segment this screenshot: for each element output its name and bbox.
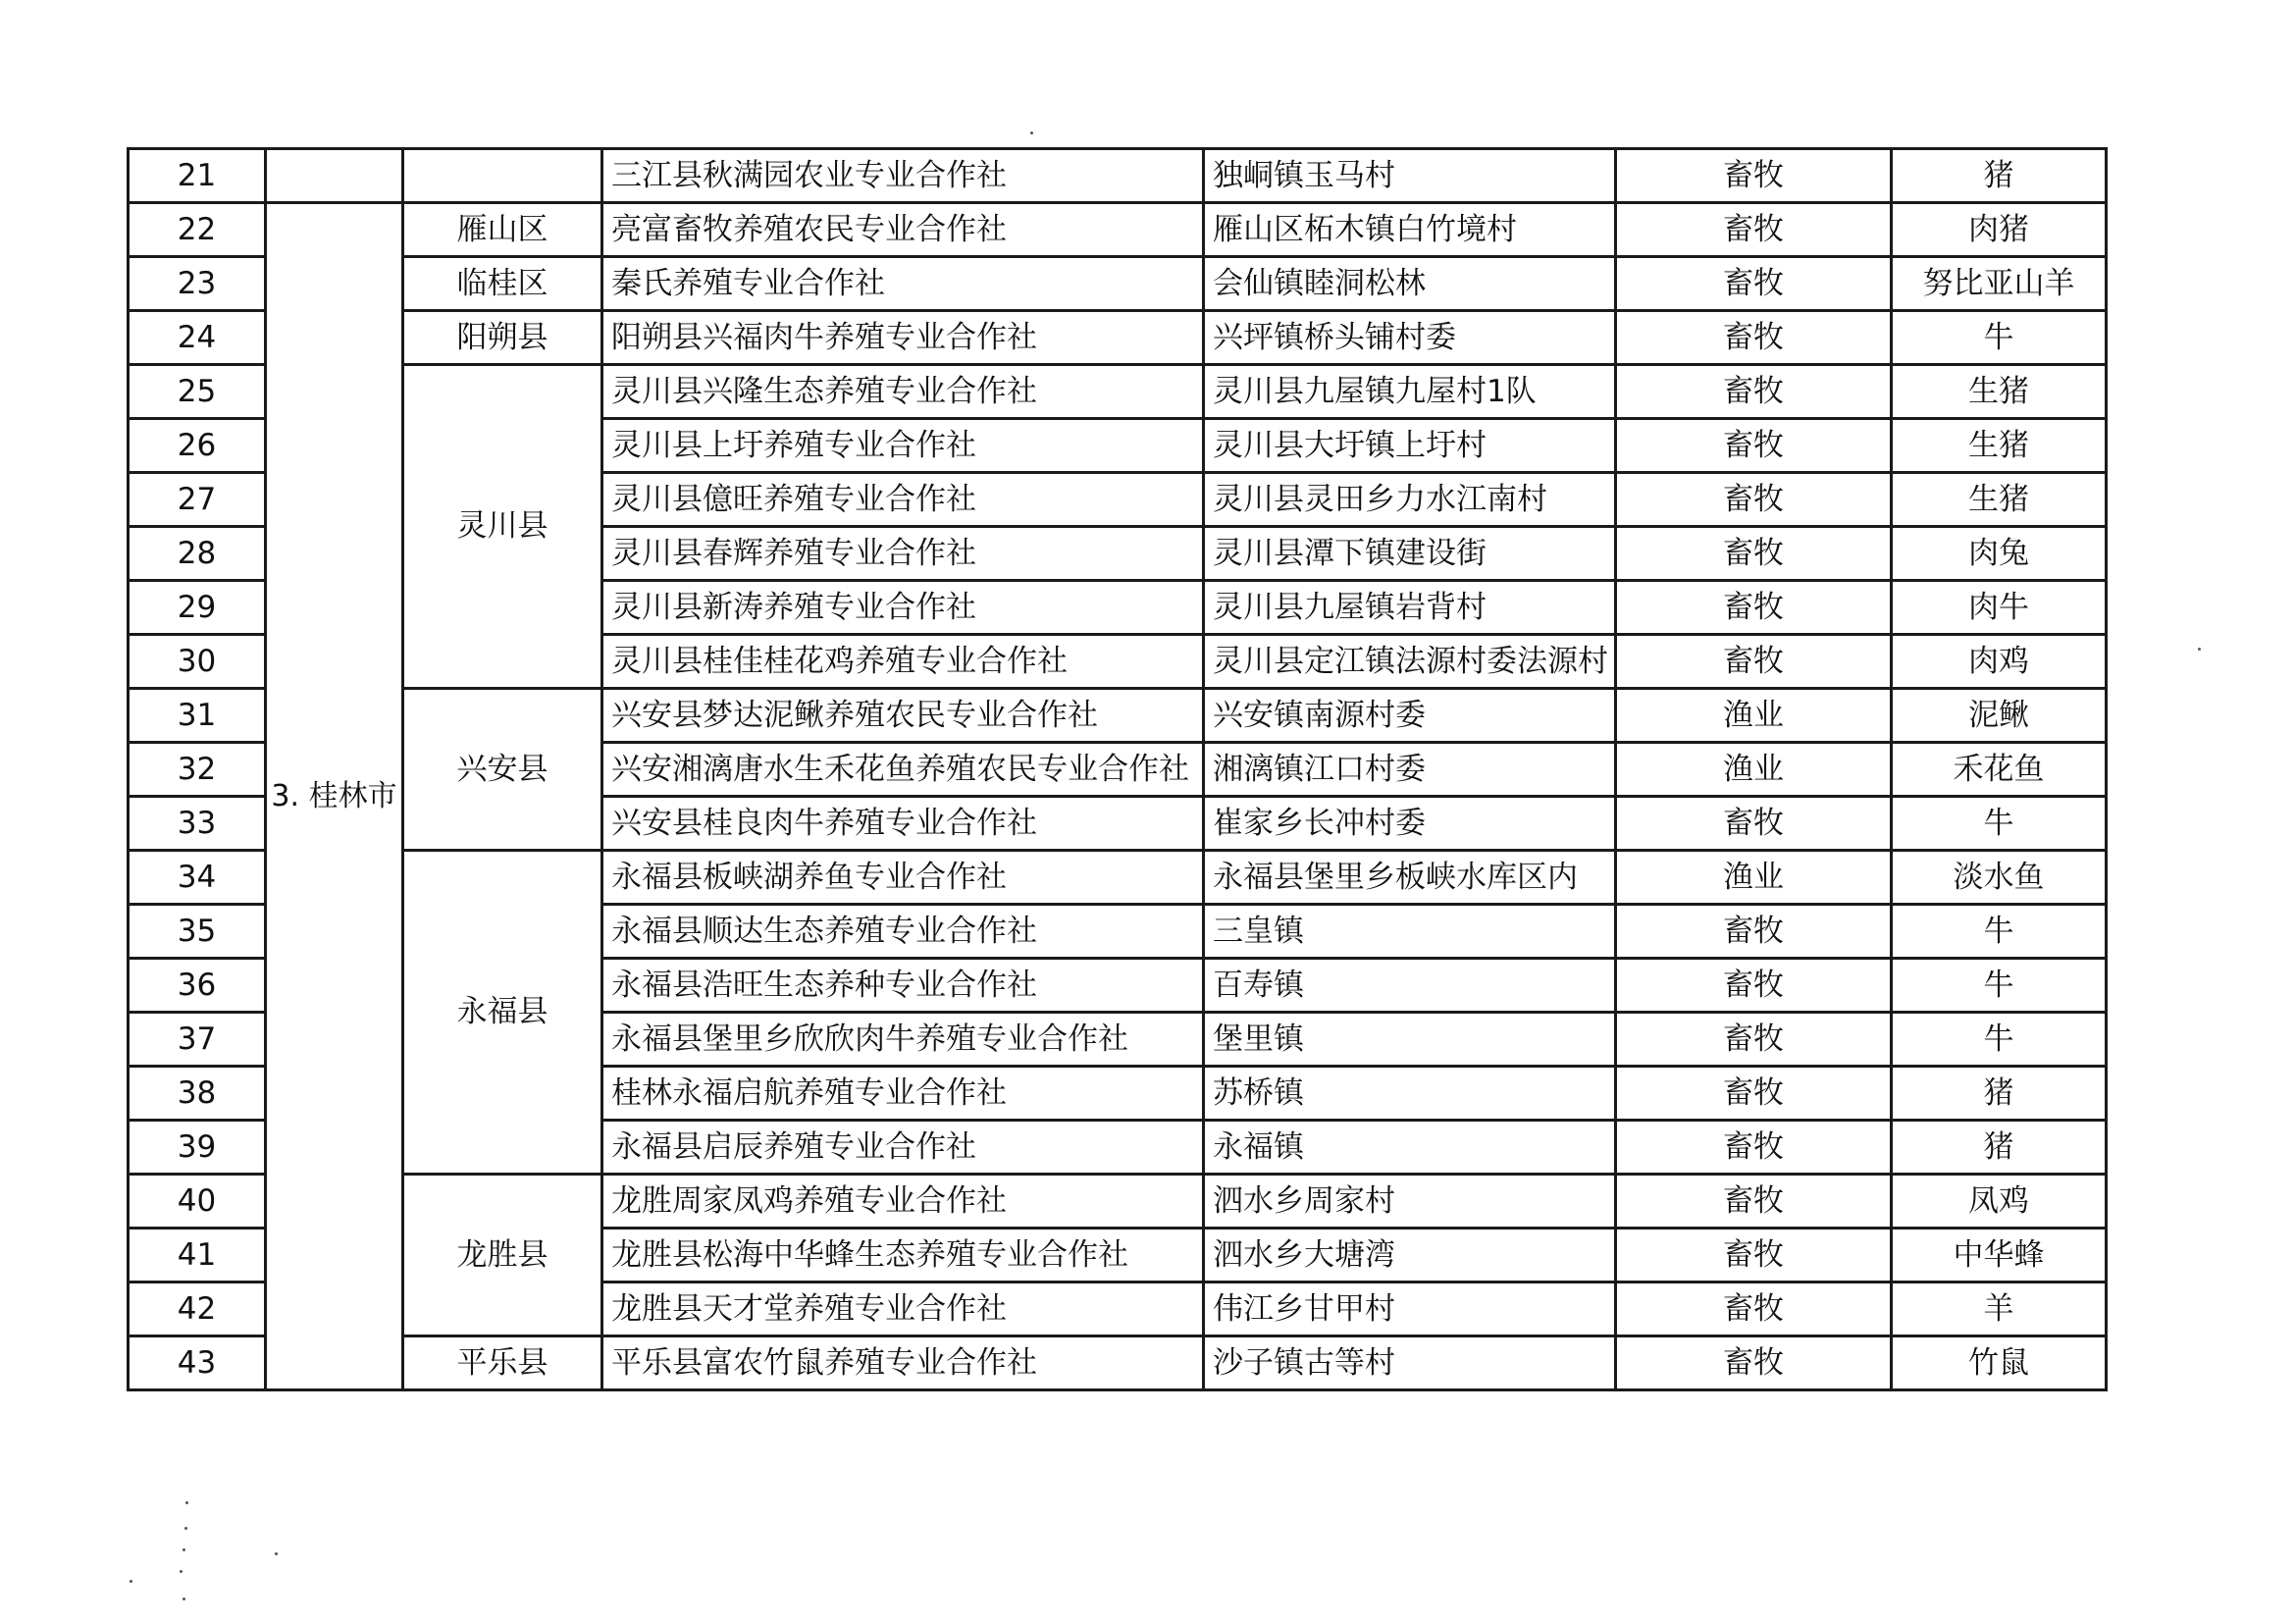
city-cell: 3. 桂林市 xyxy=(266,203,403,1390)
table-row xyxy=(129,203,2107,257)
row-number: 38 xyxy=(129,1067,266,1121)
product-cell: 生猪 xyxy=(1892,473,2107,527)
address-cell: 灵川县九屋镇岩背村 xyxy=(1204,581,1616,635)
product-cell: 牛 xyxy=(1892,797,2107,851)
address-cell: 独峒镇玉马村 xyxy=(1204,149,1616,203)
product-cell: 猪 xyxy=(1892,1121,2107,1175)
address-cell: 永福镇 xyxy=(1204,1121,1616,1175)
address-cell: 堡里镇 xyxy=(1204,1013,1616,1067)
row-number: 42 xyxy=(129,1283,266,1336)
cooperative-name: 三江县秋满园农业专业合作社 xyxy=(602,149,1204,203)
row-number: 33 xyxy=(129,797,266,851)
scan-speck xyxy=(2198,648,2201,651)
cooperative-name: 阳朔县兴福肉牛养殖专业合作社 xyxy=(602,311,1204,365)
cooperative-name: 灵川县上圩养殖专业合作社 xyxy=(602,419,1204,473)
address-cell: 泗水乡大塘湾 xyxy=(1204,1229,1616,1283)
industry-cell: 畜牧 xyxy=(1616,635,1892,689)
cooperative-name: 龙胜县松海中华蜂生态养殖专业合作社 xyxy=(602,1229,1204,1283)
product-cell: 生猪 xyxy=(1892,419,2107,473)
row-number: 39 xyxy=(129,1121,266,1175)
product-cell: 肉猪 xyxy=(1892,203,2107,257)
industry-cell: 畜牧 xyxy=(1616,905,1892,959)
county-cell: 永福县 xyxy=(403,851,602,1175)
cooperative-name: 永福县浩旺生态养种专业合作社 xyxy=(602,959,1204,1013)
address-cell: 崔家乡长冲村委 xyxy=(1204,797,1616,851)
row-number: 26 xyxy=(129,419,266,473)
row-number: 21 xyxy=(129,149,266,203)
address-cell: 百寿镇 xyxy=(1204,959,1616,1013)
county-cell xyxy=(403,149,602,203)
product-cell: 生猪 xyxy=(1892,365,2107,419)
product-cell: 肉兔 xyxy=(1892,527,2107,581)
industry-cell: 畜牧 xyxy=(1616,419,1892,473)
row-number: 24 xyxy=(129,311,266,365)
product-cell: 禾花鱼 xyxy=(1892,743,2107,797)
product-cell: 肉鸡 xyxy=(1892,635,2107,689)
row-number: 37 xyxy=(129,1013,266,1067)
table-row xyxy=(129,851,2107,905)
cooperative-name: 永福县板峡湖养鱼专业合作社 xyxy=(602,851,1204,905)
row-number: 31 xyxy=(129,689,266,743)
product-cell: 牛 xyxy=(1892,905,2107,959)
cooperative-name: 永福县启辰养殖专业合作社 xyxy=(602,1121,1204,1175)
row-number: 35 xyxy=(129,905,266,959)
scan-speck xyxy=(183,1548,185,1551)
county-cell: 龙胜县 xyxy=(403,1175,602,1336)
table-row xyxy=(129,311,2107,365)
industry-cell: 畜牧 xyxy=(1616,203,1892,257)
scan-speck xyxy=(130,1580,132,1583)
address-cell: 沙子镇古等村 xyxy=(1204,1336,1616,1390)
row-number: 25 xyxy=(129,365,266,419)
industry-cell: 畜牧 xyxy=(1616,797,1892,851)
product-cell: 淡水鱼 xyxy=(1892,851,2107,905)
industry-cell: 畜牧 xyxy=(1616,365,1892,419)
row-number: 29 xyxy=(129,581,266,635)
table-row xyxy=(129,1336,2107,1390)
cooperative-name: 灵川县桂佳桂花鸡养殖专业合作社 xyxy=(602,635,1204,689)
row-number: 22 xyxy=(129,203,266,257)
table-row xyxy=(129,149,2107,203)
product-cell: 凤鸡 xyxy=(1892,1175,2107,1229)
address-cell: 会仙镇睦洞松林 xyxy=(1204,257,1616,311)
product-cell: 牛 xyxy=(1892,311,2107,365)
industry-cell: 渔业 xyxy=(1616,851,1892,905)
industry-cell: 畜牧 xyxy=(1616,1121,1892,1175)
cooperative-name: 灵川县新涛养殖专业合作社 xyxy=(602,581,1204,635)
product-cell: 猪 xyxy=(1892,149,2107,203)
address-cell: 雁山区柘木镇白竹境村 xyxy=(1204,203,1616,257)
scan-speck xyxy=(184,1527,187,1530)
product-cell: 泥鳅 xyxy=(1892,689,2107,743)
industry-cell: 渔业 xyxy=(1616,689,1892,743)
product-cell: 肉牛 xyxy=(1892,581,2107,635)
table-row xyxy=(129,365,2107,419)
cooperative-name: 兴安县桂良肉牛养殖专业合作社 xyxy=(602,797,1204,851)
address-cell: 兴安镇南源村委 xyxy=(1204,689,1616,743)
cooperatives-table xyxy=(127,147,2108,1391)
industry-cell: 畜牧 xyxy=(1616,527,1892,581)
county-cell: 雁山区 xyxy=(403,203,602,257)
table-row xyxy=(129,689,2107,743)
cooperative-name: 龙胜县天才堂养殖专业合作社 xyxy=(602,1283,1204,1336)
row-number: 43 xyxy=(129,1336,266,1390)
table-row xyxy=(129,1175,2107,1229)
row-number: 32 xyxy=(129,743,266,797)
county-cell: 兴安县 xyxy=(403,689,602,851)
cooperative-name: 灵川县億旺养殖专业合作社 xyxy=(602,473,1204,527)
row-number: 40 xyxy=(129,1175,266,1229)
address-cell: 灵川县定江镇法源村委法源村 xyxy=(1204,635,1616,689)
address-cell: 泗水乡周家村 xyxy=(1204,1175,1616,1229)
table-row xyxy=(129,257,2107,311)
address-cell: 伟江乡甘甲村 xyxy=(1204,1283,1616,1336)
industry-cell: 畜牧 xyxy=(1616,1283,1892,1336)
cooperative-name: 桂林永福启航养殖专业合作社 xyxy=(602,1067,1204,1121)
row-number: 27 xyxy=(129,473,266,527)
row-number: 30 xyxy=(129,635,266,689)
industry-cell: 畜牧 xyxy=(1616,1013,1892,1067)
cooperative-name: 兴安湘漓唐水生禾花鱼养殖农民专业合作社 xyxy=(602,743,1204,797)
industry-cell: 畜牧 xyxy=(1616,149,1892,203)
address-cell: 兴坪镇桥头铺村委 xyxy=(1204,311,1616,365)
cooperative-name: 亮富畜牧养殖农民专业合作社 xyxy=(602,203,1204,257)
address-cell: 永福县堡里乡板峡水库区内 xyxy=(1204,851,1616,905)
county-cell: 阳朔县 xyxy=(403,311,602,365)
cooperative-name: 兴安县梦达泥鳅养殖农民专业合作社 xyxy=(602,689,1204,743)
address-cell: 灵川县潭下镇建设街 xyxy=(1204,527,1616,581)
address-cell: 湘漓镇江口村委 xyxy=(1204,743,1616,797)
industry-cell: 畜牧 xyxy=(1616,1067,1892,1121)
industry-cell: 渔业 xyxy=(1616,743,1892,797)
industry-cell: 畜牧 xyxy=(1616,1175,1892,1229)
cooperative-name: 永福县堡里乡欣欣肉牛养殖专业合作社 xyxy=(602,1013,1204,1067)
address-cell: 苏桥镇 xyxy=(1204,1067,1616,1121)
product-cell: 中华蜂 xyxy=(1892,1229,2107,1283)
industry-cell: 畜牧 xyxy=(1616,959,1892,1013)
cooperative-name: 龙胜周家凤鸡养殖专业合作社 xyxy=(602,1175,1204,1229)
cooperative-name: 灵川县兴隆生态养殖专业合作社 xyxy=(602,365,1204,419)
row-number: 41 xyxy=(129,1229,266,1283)
address-cell: 灵川县大圩镇上圩村 xyxy=(1204,419,1616,473)
product-cell: 牛 xyxy=(1892,1013,2107,1067)
county-cell: 灵川县 xyxy=(403,365,602,689)
scan-speck xyxy=(180,1570,183,1573)
cooperative-name: 灵川县春辉养殖专业合作社 xyxy=(602,527,1204,581)
product-cell: 羊 xyxy=(1892,1283,2107,1336)
scan-speck xyxy=(1030,131,1033,134)
industry-cell: 畜牧 xyxy=(1616,257,1892,311)
industry-cell: 畜牧 xyxy=(1616,1229,1892,1283)
industry-cell: 畜牧 xyxy=(1616,311,1892,365)
product-cell: 猪 xyxy=(1892,1067,2107,1121)
row-number: 28 xyxy=(129,527,266,581)
scan-speck xyxy=(185,1501,188,1504)
row-number: 34 xyxy=(129,851,266,905)
industry-cell: 畜牧 xyxy=(1616,581,1892,635)
product-cell: 竹鼠 xyxy=(1892,1336,2107,1390)
address-cell: 三皇镇 xyxy=(1204,905,1616,959)
county-cell: 平乐县 xyxy=(403,1336,602,1390)
industry-cell: 畜牧 xyxy=(1616,1336,1892,1390)
cooperative-name: 永福县顺达生态养殖专业合作社 xyxy=(602,905,1204,959)
product-cell: 牛 xyxy=(1892,959,2107,1013)
cooperative-name: 秦氏养殖专业合作社 xyxy=(602,257,1204,311)
city-cell xyxy=(266,149,403,203)
row-number: 23 xyxy=(129,257,266,311)
row-number: 36 xyxy=(129,959,266,1013)
county-cell: 临桂区 xyxy=(403,257,602,311)
address-cell: 灵川县灵田乡力水江南村 xyxy=(1204,473,1616,527)
address-cell: 灵川县九屋镇九屋村1队 xyxy=(1204,365,1616,419)
scan-speck xyxy=(183,1597,185,1600)
product-cell: 努比亚山羊 xyxy=(1892,257,2107,311)
cooperative-name: 平乐县富农竹鼠养殖专业合作社 xyxy=(602,1336,1204,1390)
scan-speck xyxy=(275,1552,278,1555)
industry-cell: 畜牧 xyxy=(1616,473,1892,527)
